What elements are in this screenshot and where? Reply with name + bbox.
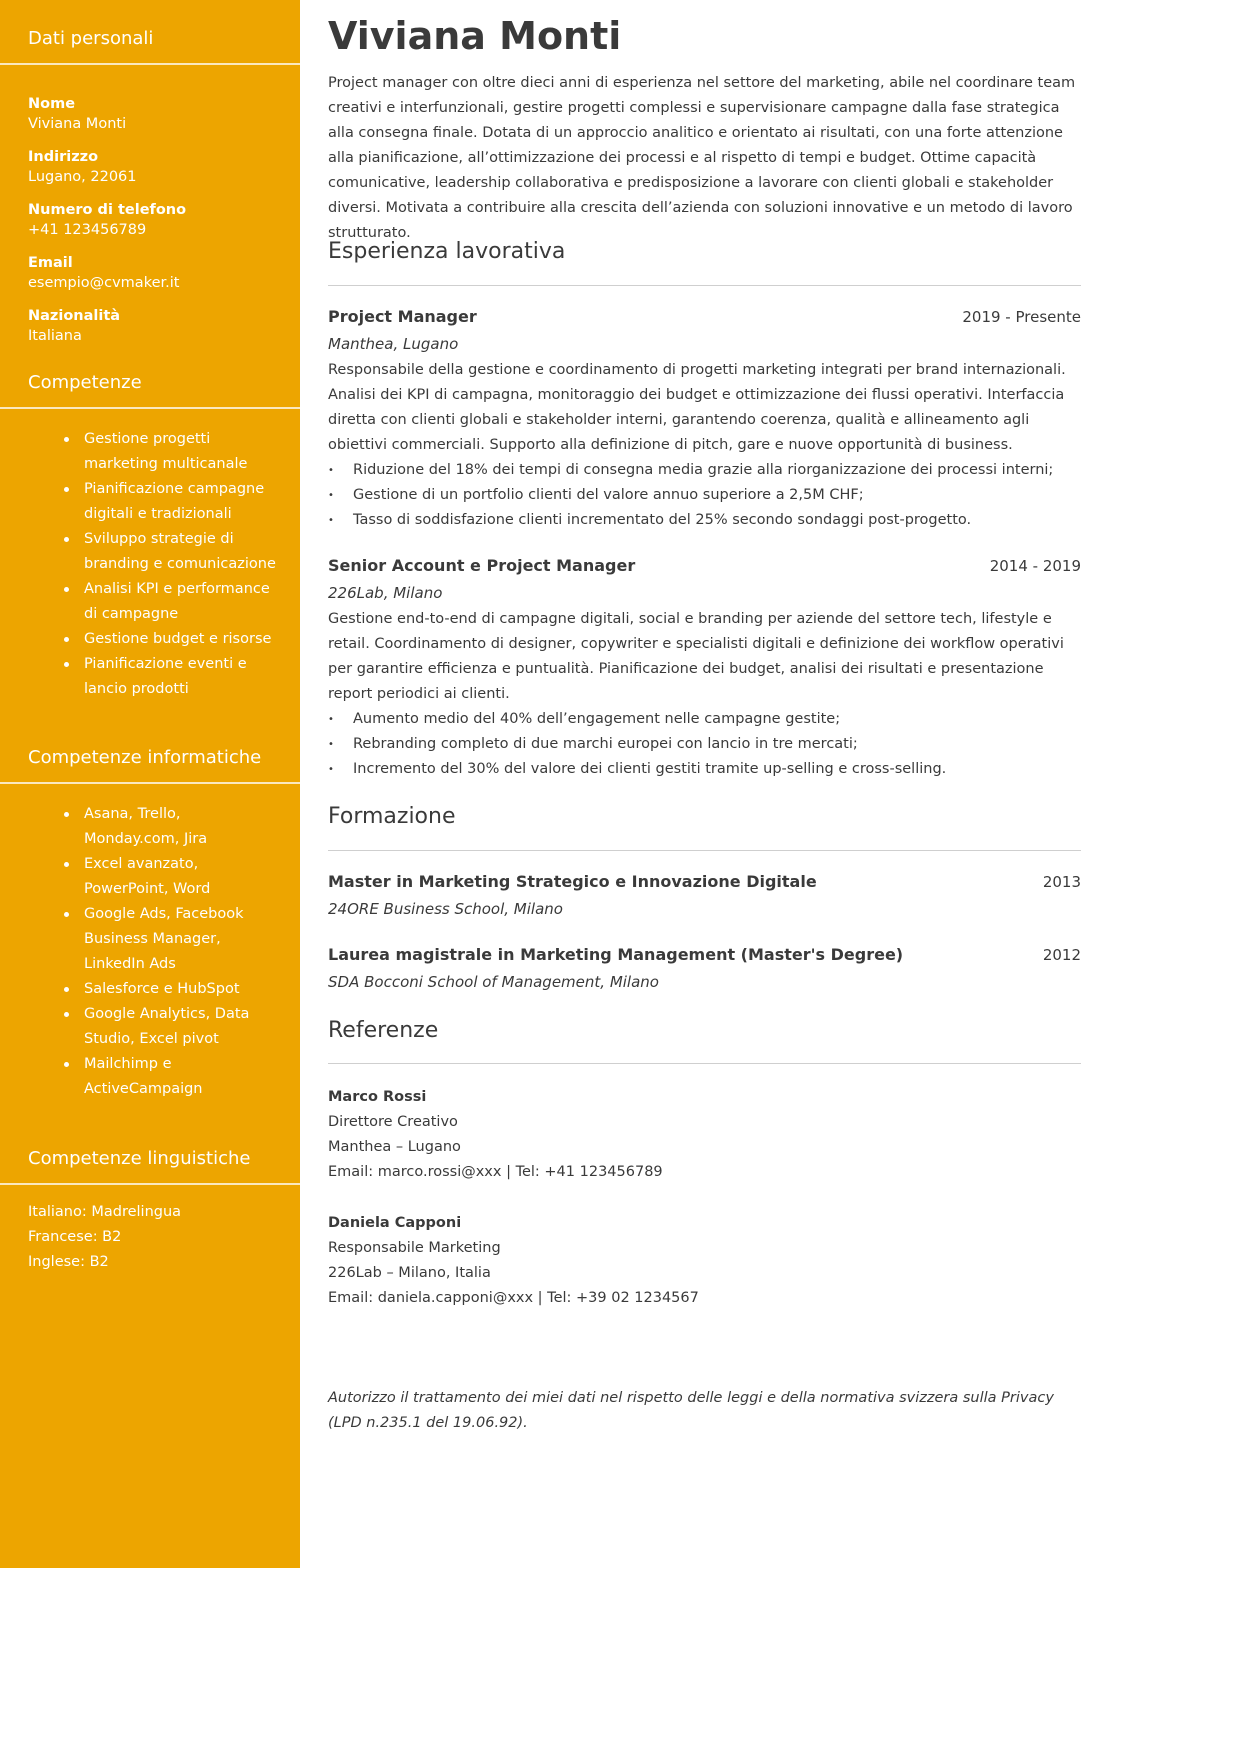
info-value: Viviana Monti (28, 116, 127, 132)
skills-list (84, 427, 284, 702)
reference-contact: Email: daniela.capponi@xxx | Tel: +39 02 1234567 (328, 1290, 699, 1306)
it-skills-title: Competenze informatiche (28, 747, 262, 768)
achievement-item: • Riduzione del 18% dei tempi di consegna media grazie alla riorganizzazione dei processi interni; (328, 458, 1081, 483)
experience-entry (328, 553, 1081, 782)
info-label: Nome (28, 96, 76, 112)
reference-contact: Email: marco.rossi@xxx | Tel: +41 123456789 (328, 1164, 663, 1180)
language-item: Italiano: Madrelingua (28, 1204, 182, 1220)
section-divider (0, 63, 300, 65)
company-name: 226Lab, Milano (328, 584, 443, 602)
degree-title: Laurea magistrale in Marketing Management (Master's Degree) (328, 945, 904, 964)
languages-title: Competenze linguistiche (28, 1148, 251, 1169)
job-description: Gestione end-to-end di campagne digitali, social e branding per aziende del settore tech, lifestyle e retail. Coordinamento di designer, copywriter e specialisti digitali e definizione dei workflow operativi per garantire efficienza e puntualità. Pianificazione dei budget, analisi dei risultati e presentazione report periodici ai clienti. (328, 611, 1064, 702)
privacy-disclaimer: Autorizzo il trattamento dei miei dati nel rispetto delle leggi e della normativa svizzera sulla Privacy (LPD n.235.1 del 19.06.92). (328, 1390, 1054, 1431)
it-skills-list (84, 802, 269, 1102)
entry-header (328, 304, 1081, 330)
reference-entry (328, 1211, 1081, 1311)
degree-date: 2013 (1042, 873, 1081, 891)
job-date: 2019 - Presente (962, 308, 1081, 326)
personal-info-list (28, 94, 290, 359)
reference-role: Responsabile Marketing (328, 1240, 501, 1256)
degree-title: Master in Marketing Strategico e Innovazione Digitale (328, 872, 817, 891)
references-title: Referenze (328, 1018, 439, 1043)
candidate-name: Viviana Monti (328, 14, 622, 58)
job-description: Responsabile della gestione e coordinamento di progetti marketing integrati per brand internazionali. Analisi dei KPI di campagna, monitoraggio dei budget e ottimizzazione dei flussi operativi. Interfaccia diretta con clienti globali e stakeholder interni, garantendo coerenza, qualità e allineamento agli obiettivi commerciali. Supporto alla definizione di pitch, gare e nuove opportunità di business. (328, 362, 1066, 453)
entry-header (328, 942, 1081, 968)
section-divider (328, 850, 1081, 851)
reference-name: Marco Rossi (328, 1089, 427, 1105)
section-divider (328, 285, 1081, 286)
entry-header (328, 869, 1081, 895)
info-label: Numero di telefono (28, 202, 187, 218)
sidebar (0, 0, 300, 1568)
info-label: Email (28, 255, 73, 271)
info-value: +41 123456789 (28, 222, 147, 238)
section-divider (0, 407, 300, 409)
languages-list (28, 1200, 290, 1275)
info-label: Nazionalità (28, 308, 121, 324)
skill-item: Pianificazione eventi e lancio prodotti (84, 652, 284, 702)
education-entry (328, 942, 1081, 996)
info-item-name (28, 94, 290, 147)
section-divider (328, 1063, 1081, 1064)
degree-date: 2012 (1042, 946, 1081, 964)
it-skill-item: Mailchimp e ActiveCampaign (84, 1052, 269, 1102)
info-item-address (28, 147, 290, 200)
skill-item: Gestione budget e risorse (84, 627, 284, 652)
experience-entry (328, 304, 1081, 533)
personal-data-title: Dati personali (28, 28, 154, 49)
reference-role: Direttore Creativo (328, 1114, 458, 1130)
it-skills-section (0, 745, 300, 784)
section-divider (0, 782, 300, 784)
achievement-item: • Gestione di un portfolio clienti del valore annuo superiore a 2,5M CHF; (328, 483, 1081, 508)
achievements-list (328, 458, 1081, 533)
skill-item: Analisi KPI e performance di campagne (84, 577, 284, 627)
achievements-list (328, 707, 1081, 782)
skills-section (0, 370, 300, 409)
info-value: esempio@cvmaker.it (28, 275, 180, 291)
skill-item: Pianificazione campagne digitali e tradizionali (84, 477, 284, 527)
reference-company: Manthea – Lugano (328, 1139, 461, 1155)
entry-header (328, 553, 1081, 579)
skill-item: Sviluppo strategie di branding e comunicazione (84, 527, 284, 577)
reference-name: Daniela Capponi (328, 1215, 462, 1231)
it-skill-item: Google Analytics, Data Studio, Excel pivot (84, 1002, 269, 1052)
skill-item: Gestione progetti marketing multicanale (84, 427, 284, 477)
it-skill-item: Google Ads, Facebook Business Manager, LinkedIn Ads (84, 902, 269, 977)
it-skill-item: Asana, Trello, Monday.com, Jira (84, 802, 269, 852)
language-item: Francese: B2 (28, 1229, 122, 1245)
language-item: Inglese: B2 (28, 1254, 109, 1270)
reference-entry (328, 1085, 1081, 1185)
info-label: Indirizzo (28, 149, 99, 165)
achievement-item: • Aumento medio del 40% dell’engagement nelle campagne gestite; (328, 707, 1081, 732)
skills-title: Competenze (28, 372, 142, 393)
job-title: Project Manager (328, 307, 477, 326)
school-name: SDA Bocconi School of Management, Milano (328, 973, 659, 991)
experience-title: Esperienza lavorativa (328, 239, 566, 264)
personal-data-section (0, 26, 300, 65)
achievement-item: • Rebranding completo di due marchi europei con lancio in tre mercati; (328, 732, 1081, 757)
company-name: Manthea, Lugano (328, 335, 459, 353)
job-date: 2014 - 2019 (989, 557, 1081, 575)
achievement-item: • Tasso di soddisfazione clienti incrementato del 25% secondo sondaggi post-progetto. (328, 508, 1081, 533)
info-value: Italiana (28, 328, 82, 344)
school-name: 24ORE Business School, Milano (328, 900, 563, 918)
info-value: Lugano, 22061 (28, 169, 137, 185)
education-entry (328, 869, 1081, 923)
achievement-item: • Incremento del 30% del valore dei clienti gestiti tramite up-selling e cross-selling. (328, 757, 1081, 782)
info-item-phone (28, 200, 290, 253)
profile-summary: Project manager con oltre dieci anni di esperienza nel settore del marketing, abile nel coordinare team creativi e interfunzionali, gestire progetti complessi e supervisionare campagne dalla fase strategica alla consegna finale. Dotata di un approccio analitico e orientato ai risultati, con una forte attenzione alla pianificazione, all’ottimizzazione dei processi e al rispetto di tempi e budget. Ottime capacità comunicative, leadership collaborativa e predisposizione a lavorare con clienti globali e stakeholder diversi. Motivata a contribuire alla crescita dell’azienda con soluzioni innovative e un metodo di lavoro strutturato. (328, 75, 1076, 241)
job-title: Senior Account e Project Manager (328, 556, 636, 575)
education-title: Formazione (328, 804, 456, 829)
section-divider (0, 1183, 300, 1185)
reference-company: 226Lab – Milano, Italia (328, 1265, 491, 1281)
info-item-nationality (28, 306, 290, 359)
languages-section (0, 1146, 300, 1185)
info-item-email (28, 253, 290, 306)
it-skill-item: Excel avanzato, PowerPoint, Word (84, 852, 269, 902)
it-skill-item: Salesforce e HubSpot (84, 977, 269, 1002)
